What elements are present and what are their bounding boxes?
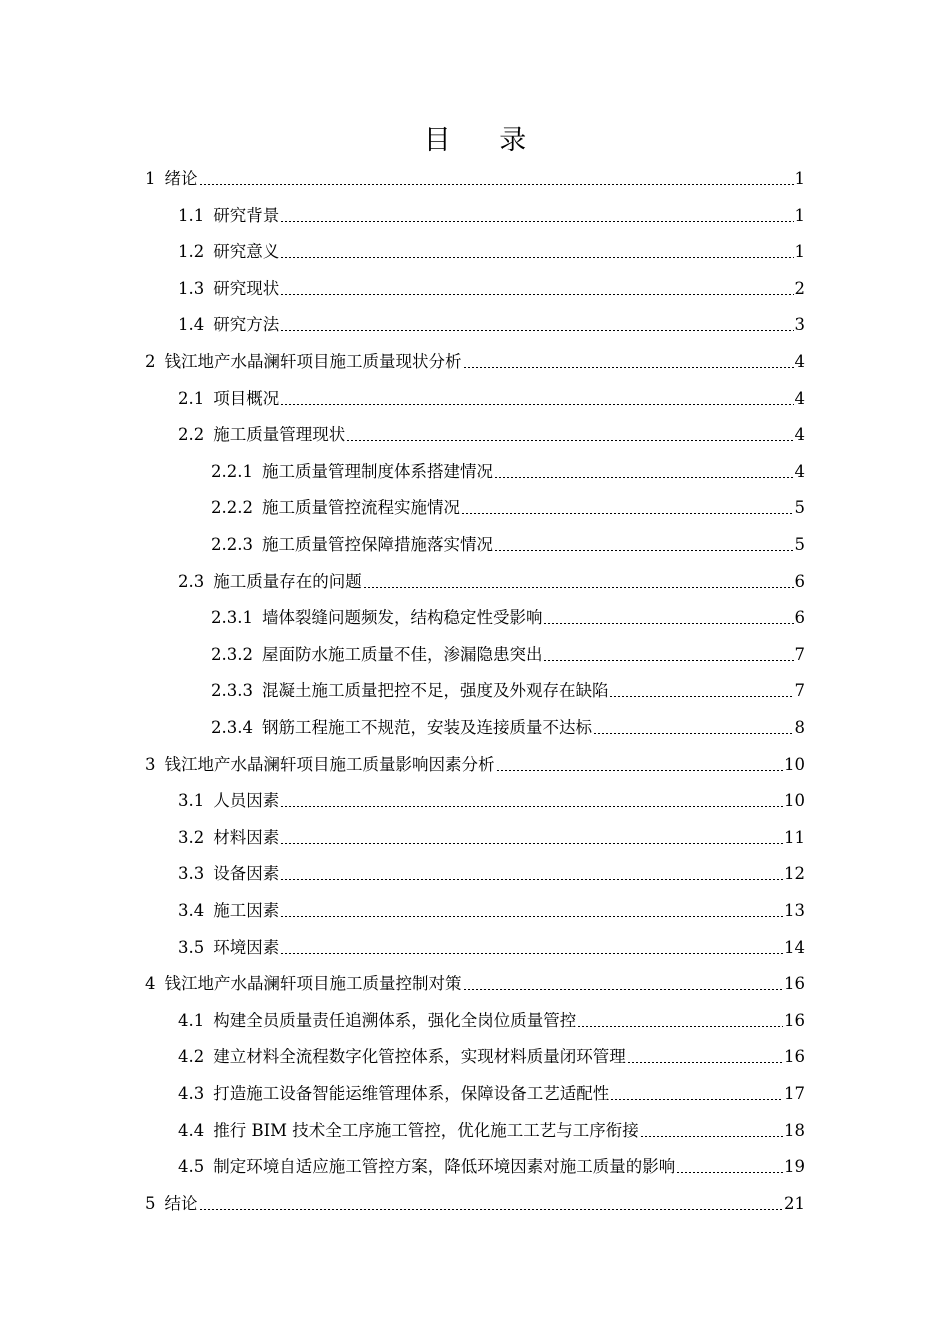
toc-entry-page-number: 7 (794, 644, 805, 664)
toc-entry[interactable] (178, 197, 805, 234)
toc-entry-label: 环境因素 (213, 937, 280, 957)
toc-entry[interactable] (178, 1112, 805, 1149)
toc-entry-number: 2.3.2 (211, 644, 253, 664)
toc-entry[interactable] (211, 599, 805, 636)
toc-entry-number: 4.1 (178, 1010, 205, 1030)
toc-entry-number: 2.3.1 (211, 608, 253, 628)
toc-entry-label: 墙体裂缝问题频发，结构稳定性受影响 (261, 608, 543, 628)
toc-entry-page-number: 21 (784, 1193, 805, 1213)
toc-entry[interactable] (211, 526, 805, 563)
toc-entry-number: 4 (145, 974, 156, 994)
toc-entry-page-number: 11 (784, 827, 805, 847)
toc-entry-label: 推行 BIM 技术全工序施工管控，优化施工工艺与工序衔接 (213, 1120, 639, 1140)
toc-entry-number: 1.4 (178, 315, 205, 335)
toc-dot-leader (543, 623, 793, 624)
toc-entry-page-number: 12 (784, 864, 805, 884)
toc-entry-label: 人员因素 (213, 791, 280, 811)
toc-entry-number: 2.3 (178, 571, 205, 591)
toc-entry-label: 屋面防水施工质量不佳，渗漏隐患突出 (261, 644, 543, 664)
toc-dot-leader (463, 989, 784, 990)
toc-entry-page-number: 10 (784, 791, 805, 811)
toc-entry-number: 2.3.4 (211, 718, 253, 737)
toc-dot-leader (463, 367, 794, 368)
toc-entry[interactable] (178, 1038, 805, 1075)
toc-entry-label: 研究方法 (213, 315, 280, 335)
toc-entry-page-number: 1 (794, 205, 805, 225)
toc-entry-page-number: 4 (794, 461, 805, 481)
toc-entry-number: 1.2 (178, 242, 205, 262)
toc-entry-number: 2 (145, 352, 156, 371)
toc-entry-page-number: 4 (794, 352, 805, 371)
toc-dot-leader (496, 770, 784, 771)
toc-entry[interactable] (178, 819, 805, 856)
toc-entry-number: 3 (145, 754, 156, 774)
toc-entry-page-number: 8 (794, 718, 805, 737)
toc-entry-label: 绪论 (164, 169, 198, 188)
toc-dot-leader (346, 440, 793, 441)
toc-entry[interactable] (178, 270, 805, 307)
toc-dot-leader (199, 184, 794, 185)
toc-entry-label: 打造施工设备智能运维管理体系，保障设备工艺适配性 (213, 1084, 610, 1103)
toc-entry-label: 混凝土施工质量把控不足，强度及外观存在缺陷 (261, 681, 609, 701)
toc-entry-page-number: 13 (784, 901, 805, 920)
toc-entry-page-number: 6 (794, 571, 805, 591)
toc-dot-leader (280, 843, 783, 844)
toc-entry-page-number: 4 (794, 425, 805, 445)
toc-entry-page-number: 7 (794, 681, 805, 701)
toc-entry[interactable] (211, 489, 805, 526)
toc-entry[interactable] (145, 965, 805, 1002)
toc-entry[interactable] (211, 636, 805, 673)
toc-entry-number: 4.3 (178, 1084, 205, 1103)
toc-entry-label: 施工质量管控保障措施落实情况 (261, 535, 493, 554)
toc-entry[interactable] (178, 1148, 805, 1185)
toc-entry-number: 1 (145, 169, 156, 188)
toc-entry-number: 1.1 (178, 205, 205, 225)
toc-entry-page-number: 18 (784, 1120, 805, 1140)
toc-entry-number: 3.1 (178, 791, 205, 811)
toc-entry-label: 材料因素 (213, 827, 280, 847)
toc-entry[interactable] (145, 1185, 805, 1222)
toc-dot-leader (280, 221, 793, 222)
toc-entry-label: 设备因素 (213, 864, 280, 884)
toc-entry[interactable] (211, 672, 805, 709)
toc-entry-label: 施工质量存在的问题 (213, 571, 362, 591)
toc-dot-leader (640, 1136, 783, 1137)
toc-dot-leader (280, 916, 783, 917)
toc-dot-leader (280, 879, 783, 880)
toc-entry-number: 2.2.1 (211, 461, 253, 481)
toc-entry[interactable] (145, 746, 805, 783)
toc-entry-page-number: 16 (784, 1010, 805, 1030)
toc-title: 目 录 (423, 125, 547, 156)
toc-entry[interactable] (178, 563, 805, 600)
toc-entry-label: 结论 (164, 1193, 198, 1213)
toc-entry-page-number: 17 (784, 1084, 805, 1103)
toc-entry-number: 2.2.3 (211, 535, 253, 554)
toc-entry-page-number: 2 (794, 278, 805, 298)
toc-entry-label: 建立材料全流程数字化管控体系，实现材料质量闭环管理 (213, 1047, 626, 1067)
toc-entry-label: 钱江地产水晶澜轩项目施工质量现状分析 (164, 352, 462, 371)
toc-entry-page-number: 1 (794, 169, 805, 188)
toc-entry-label: 研究意义 (213, 242, 280, 262)
toc-entry-number: 4.2 (178, 1047, 205, 1067)
toc-dot-leader (609, 696, 793, 697)
toc-dot-leader (363, 587, 794, 588)
toc-entry[interactable] (178, 1002, 805, 1039)
toc-dot-leader (280, 404, 793, 405)
toc-entry-page-number: 4 (794, 388, 805, 408)
toc-entry-label: 施工因素 (213, 901, 280, 920)
toc-entry-number: 3.2 (178, 827, 205, 847)
toc-entry-label: 钱江地产水晶澜轩项目施工质量控制对策 (164, 974, 462, 994)
toc-entry-number: 2.1 (178, 388, 205, 408)
toc-entry[interactable] (178, 782, 805, 819)
toc-dot-leader (280, 806, 783, 807)
toc-entry-label: 研究背景 (213, 205, 280, 225)
toc-entry[interactable] (178, 1075, 805, 1112)
toc-entry-number: 2.2 (178, 425, 205, 445)
toc-dot-leader (627, 1062, 783, 1063)
toc-entry-page-number: 14 (784, 937, 805, 957)
toc-entry-page-number: 1 (794, 242, 805, 262)
toc-entry-page-number: 16 (784, 974, 805, 994)
toc-entry-page-number: 16 (784, 1047, 805, 1067)
toc-entry-number: 2.2.2 (211, 498, 253, 518)
toc-dot-leader (593, 733, 794, 734)
toc-entry-label: 钱江地产水晶澜轩项目施工质量影响因素分析 (164, 754, 495, 774)
toc-entry-label: 施工质量管理现状 (213, 425, 346, 445)
toc-dot-leader (494, 477, 794, 478)
toc-dot-leader (461, 513, 794, 514)
toc-entry-page-number: 10 (784, 754, 805, 774)
toc-entry-number: 3.3 (178, 864, 205, 884)
toc-dot-leader (280, 330, 793, 331)
toc-entry[interactable] (178, 855, 805, 892)
toc-entry-number: 3.4 (178, 901, 205, 920)
toc-entry[interactable] (145, 343, 805, 380)
toc-entry[interactable] (211, 709, 805, 746)
toc-entry-label: 研究现状 (213, 278, 280, 298)
toc-entry-number: 3.5 (178, 937, 205, 957)
toc-entry-label: 施工质量管控流程实施情况 (261, 498, 460, 518)
toc-dot-leader (280, 294, 793, 295)
toc-entry-page-number: 6 (794, 608, 805, 628)
toc-entry-label: 钢筋工程施工不规范，安装及连接质量不达标 (261, 718, 592, 737)
toc-dot-leader (280, 953, 783, 954)
toc-entry-number: 1.3 (178, 278, 205, 298)
toc-entry-number: 4.4 (178, 1120, 205, 1140)
toc-entry[interactable] (178, 306, 805, 343)
toc-entry-label: 构建全员质量责任追溯体系，强化全岗位质量管控 (213, 1010, 577, 1030)
toc-dot-leader (577, 1026, 783, 1027)
toc-entry-number: 2.3.3 (211, 681, 253, 701)
toc-entry[interactable] (178, 233, 805, 270)
toc-entry-label: 施工质量管理制度体系搭建情况 (261, 461, 493, 481)
toc-entry[interactable] (178, 929, 805, 966)
toc-entry-label: 制定环境自适应施工管控方案，降低环境因素对施工质量的影响 (213, 1157, 676, 1177)
toc-dot-leader (543, 660, 793, 661)
toc-entry-page-number: 5 (794, 535, 805, 554)
toc-entry-page-number: 19 (784, 1157, 805, 1177)
toc-dot-leader (676, 1172, 783, 1173)
toc-entry-number: 4.5 (178, 1157, 205, 1177)
toc-entry-page-number: 5 (794, 498, 805, 518)
toc-dot-leader (280, 257, 793, 258)
toc-entry[interactable] (178, 892, 805, 929)
toc-entry-page-number: 3 (794, 315, 805, 335)
toc-dot-leader (199, 1209, 784, 1210)
toc-entry-number: 5 (145, 1193, 156, 1213)
toc-entry[interactable] (178, 416, 805, 453)
toc-dot-leader (494, 550, 794, 551)
toc-entry-label: 项目概况 (213, 388, 280, 408)
toc-entry[interactable] (211, 453, 805, 490)
toc-entry[interactable] (178, 380, 805, 417)
toc-dot-leader (610, 1099, 783, 1100)
toc-entry[interactable] (145, 160, 805, 197)
